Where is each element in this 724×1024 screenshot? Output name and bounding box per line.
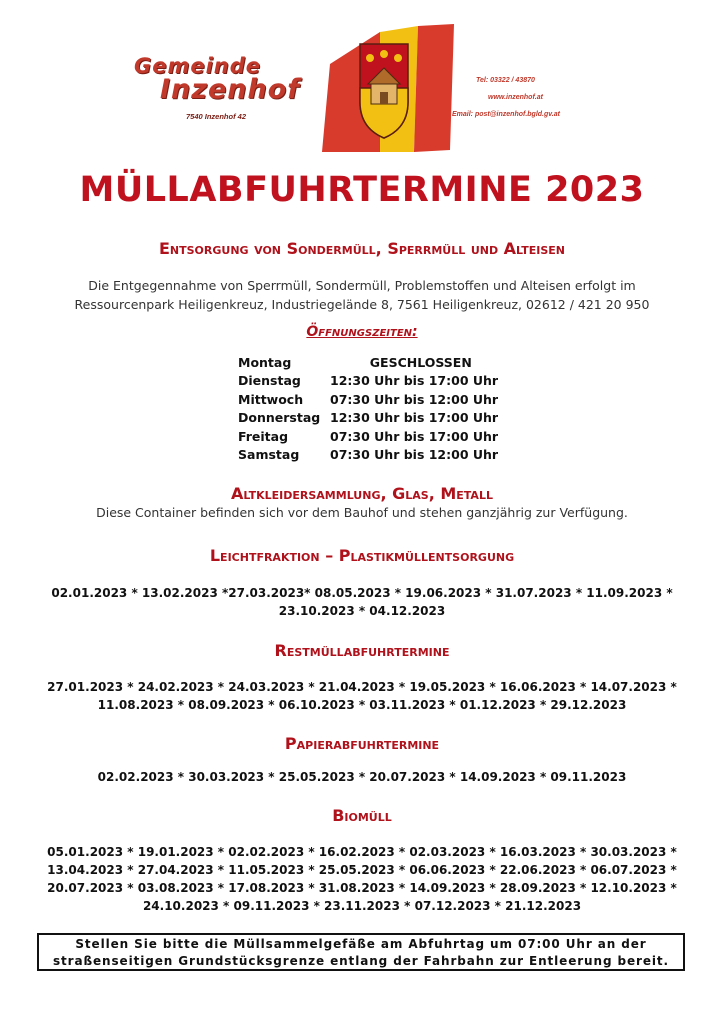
hours-row (238, 353, 518, 372)
contact-email: Email: post@inzenhof.bgld.gv.at (452, 111, 560, 118)
dates-line: 02.01.2023 * 13.02.2023 *27.03.2023* 08.05.2023 * 19.06.2023 * 31.07.2023 * 11.09.2023 * (51, 586, 673, 600)
municipality-logo-text (134, 54, 300, 105)
leichtfraktion-dates (40, 584, 684, 620)
hours-row (238, 446, 518, 465)
hours-time: 07:30 Uhr bis 12:00 Uhr (330, 447, 499, 463)
hours-row (238, 372, 518, 391)
papier-dates (40, 768, 684, 786)
heading-restmuell: Restmüllabfuhrtermine (274, 641, 450, 660)
biomuell-dates (40, 843, 684, 915)
hours-day: Donnerstag (238, 410, 321, 426)
hours-time: 07:30 Uhr bis 12:00 Uhr (330, 391, 499, 407)
opening-hours-label: Öffnungszeiten: (306, 324, 418, 340)
notice-line2: straßenseitigen Grundstücksgrenze entlang der Fahrbahn zur Entleerung bereit. (52, 954, 669, 968)
hours-time: 12:30 Uhr bis 17:00 Uhr (330, 373, 499, 389)
heading-sondermuell: Entsorgung von Sondermüll, Sperrmüll und Alteisen (158, 239, 565, 258)
hours-time: 12:30 Uhr bis 17:00 Uhr (330, 410, 499, 426)
notice-box (37, 933, 685, 971)
sondermuell-text-line1: Die Entgegennahme von Sperrmüll, Sondermüll, Problemstoffen und Alteisen erfolgt im (88, 278, 636, 293)
restmuell-dates (40, 678, 684, 714)
opening-hours-table (238, 353, 518, 464)
heading-papier: Papierabfuhrtermine (284, 734, 440, 753)
dates-line: 11.08.2023 * 08.09.2023 * 06.10.2023 * 03.11.2023 * 01.12.2023 * 29.12.2023 (97, 698, 627, 712)
hours-row (238, 390, 518, 409)
contact-tel: Tel: 03322 / 43870 (476, 77, 535, 84)
dates-line: 05.01.2023 * 19.01.2023 * 02.02.2023 * 16.02.2023 * 02.03.2023 * 16.03.2023 * 30.03.2023 * (47, 845, 677, 859)
hours-day: Samstag (238, 447, 300, 463)
hours-time: 07:30 Uhr bis 17:00 Uhr (330, 428, 499, 444)
altkleider-text: Diese Container befinden sich vor dem Bauhof und stehen ganzjährig zur Verfügung. (96, 505, 628, 520)
dates-line: 13.04.2023 * 27.04.2023 * 11.05.2023 * 25.05.2023 * 06.06.2023 * 22.06.2023 * 06.07.2023 * (47, 863, 677, 877)
logo-address: 7540 Inzenhof 42 (186, 112, 247, 121)
page-title: MÜLLABFUHRTERMINE 2023 (79, 170, 645, 210)
logo-line-gemeinde: Gemeinde (134, 54, 262, 78)
dates-line: 24.10.2023 * 09.11.2023 * 23.11.2023 * 07.12.2023 * 21.12.2023 (142, 899, 582, 913)
dates-line: 02.02.2023 * 30.03.2023 * 25.05.2023 * 20.07.2023 * 14.09.2023 * 09.11.2023 (97, 770, 627, 784)
heading-leichtfraktion: Leichtfraktion – Plastikmüllentsorgung (209, 546, 515, 565)
hours-day: Dienstag (238, 373, 301, 389)
logo-line-inzenhof: Inzenhof (160, 74, 301, 105)
sondermuell-text-line2: Ressourcenpark Heiligenkreuz, Industriegelände 8, 7561 Heiligenkreuz, 02612 / 421 20 950 (74, 297, 650, 312)
hours-row (238, 427, 518, 446)
dates-line: 20.07.2023 * 03.08.2023 * 17.08.2023 * 31.08.2023 * 14.09.2023 * 28.09.2023 * 12.10.2023 * (47, 881, 677, 895)
hours-day: Freitag (238, 428, 289, 444)
heading-biomuell: Biomüll (332, 806, 392, 825)
heading-altkleider: Altkleidersammlung, Glas, Metall (231, 484, 493, 503)
coat-of-arms-flag-icon (318, 24, 458, 154)
dates-line: 23.10.2023 * 04.12.2023 (278, 604, 446, 618)
hours-day: Montag (238, 354, 292, 370)
contact-web: www.inzenhof.at (488, 94, 543, 101)
hours-time: GESCHLOSSEN (369, 354, 472, 370)
hours-day: Mittwoch (238, 391, 304, 407)
contact-block (452, 72, 602, 123)
hours-row (238, 409, 518, 428)
dates-line: 27.01.2023 * 24.02.2023 * 24.03.2023 * 21.04.2023 * 19.05.2023 * 16.06.2023 * 14.07.2023 * (47, 680, 677, 694)
notice-line1: Stellen Sie bitte die Müllsammelgefäße am Abfuhrtag um 07:00 Uhr an der (75, 937, 647, 951)
letterhead (0, 0, 724, 160)
